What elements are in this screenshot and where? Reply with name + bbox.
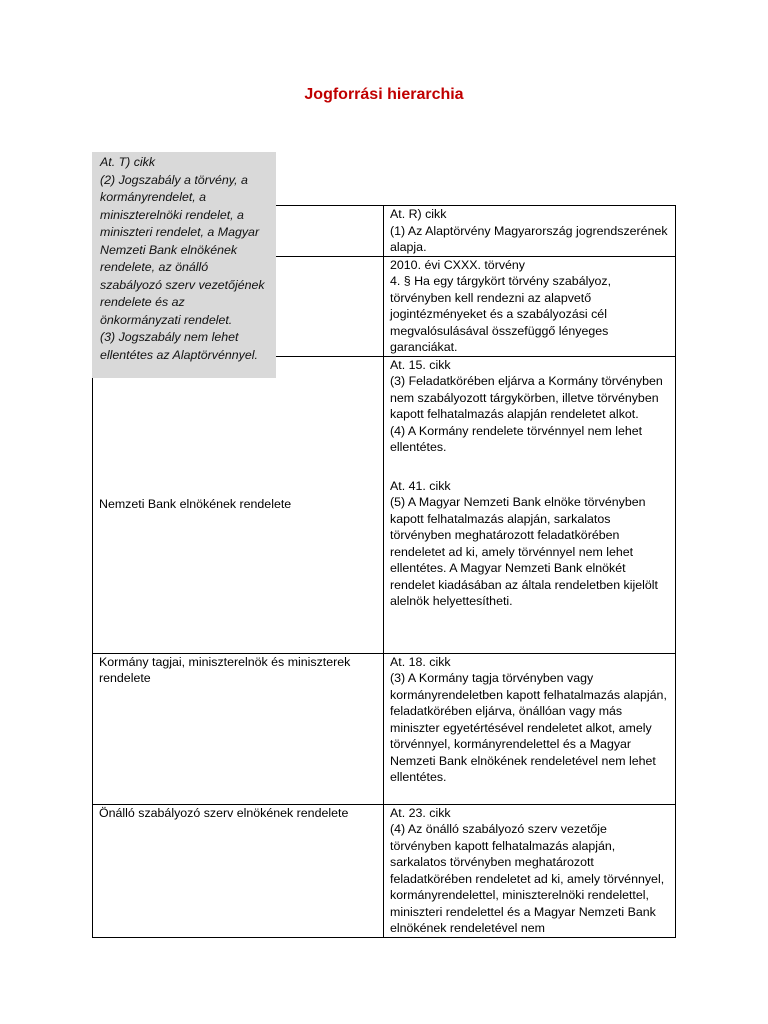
article-reference: At. R) cikk (390, 207, 447, 221)
callout-box (92, 152, 276, 378)
level-cell: Nemzeti Bank elnökének rendelete (93, 356, 384, 653)
legal-basis-cell (384, 356, 676, 653)
article-text: (1) Az Alaptörvény Magyarország jogrendszerének alapja. (390, 223, 668, 254)
article-text: (3) A Kormány tagja törvényben vagy kormányrendeletben kapott felhatalmazás alapján, feladatkörében eljárva, önállóan vagy más miniszter egyetértésével rendeletet alkot, amely törvénnyel, kormányrendelettel és a Magyar Nemzeti Bank elnökének rendeletével nem lehet ellentétes. (390, 671, 667, 784)
spacer (390, 456, 669, 478)
article-reference: At. 41. cikk (390, 478, 451, 493)
table-row (93, 653, 676, 804)
article-text: 4. § Ha egy tárgykört törvény szabályoz, törvényben kell rendezni az alapvető jogintézményeket és a szabályozási cél megvalósulásával összefüggő lényeges garanciákat. (390, 274, 612, 354)
callout-reference: At. T) cikk (100, 155, 156, 169)
level-cell: Kormány tagjai, miniszterelnök és miniszterek rendelete (93, 653, 384, 804)
legal-basis-cell (384, 653, 676, 804)
table-row (93, 356, 676, 653)
callout-text: (2) Jogszabály a törvény, a kormányrendelet, a miniszterelnöki rendelet, a miniszteri rendelet, a Magyar Nemzeti Bank elnökének rendelete, az önálló szabályozó szerv vezetőjének rendelete és az önkormányzati rendelet. (100, 172, 265, 327)
level-cell: Önálló szabályozó szerv elnökének rendelete (93, 804, 384, 937)
legal-basis-cell (384, 256, 676, 356)
callout-text: (3) Jogszabály nem lehet ellentétes az Alaptörvénnyel. (100, 330, 258, 362)
article-text: (3) Feladatkörében eljárva a Kormány törvényben nem szabályozott tárgykörben, illetve törvényben kapott felhatalmazás alapján rendeletet alkot. (390, 374, 663, 421)
article-reference: At. 23. cikk (390, 805, 451, 820)
article-reference: 2010. évi CXXX. törvény (390, 257, 525, 272)
article-reference: At. 18. cikk (390, 654, 451, 669)
document-title: Jogforrási hierarchia (304, 86, 464, 103)
article-text: (4) Az önálló szabályozó szerv vezetője törvényben kapott felhatalmazás alapján, sarkalatos törvényben meghatározott feladatkörében rendeletet ad ki, amely törvénnyel, kormányrendelettel, miniszterelnöki rendelettel, miniszteri rendelettel és a Magyar Nemzeti Bank elnökének rendeletével nem (390, 822, 665, 935)
legal-basis-cell (384, 206, 676, 257)
legal-basis-cell (384, 804, 676, 937)
article-reference: At. 15. cikk (390, 357, 451, 372)
article-text: (5) A Magyar Nemzeti Bank elnöke törvényben kapott felhatalmazás alapján, sarkalatos törvényben meghatározott feladatkörében rendeletet ad ki, amely törvénnyel nem lehet ellentétes. A Magyar Nemzeti Bank elnökét rendelet kiadásában az általa rendeletben kijelölt alelnök helyettesítheti. (390, 495, 658, 608)
article-text: (4) A Kormány rendelete törvénnyel nem lehet ellentétes. (390, 423, 643, 454)
table-row (93, 804, 676, 937)
